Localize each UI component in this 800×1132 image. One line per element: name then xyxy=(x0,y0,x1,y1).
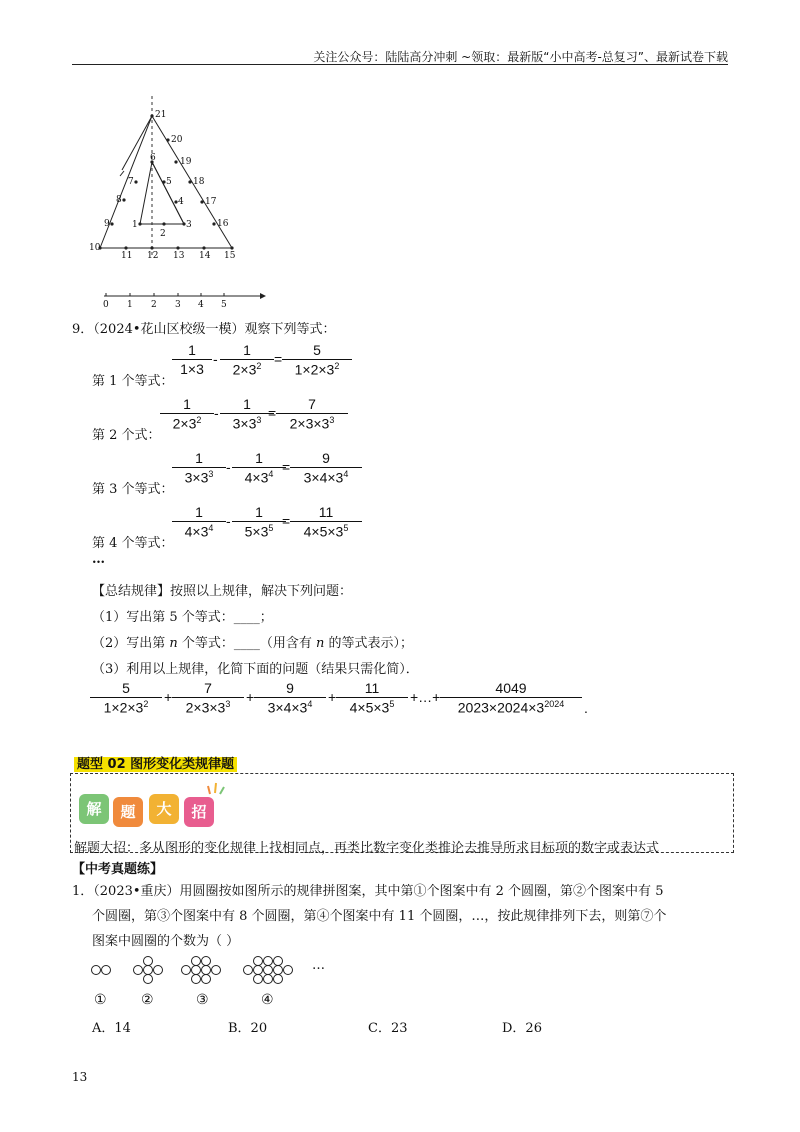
fig-num: 15 xyxy=(224,251,236,261)
fig-num: 21 xyxy=(155,110,167,120)
sub-question-1: （1）写出第 5 个等式：____； xyxy=(92,610,273,625)
fraction: 5 $1\times 2\times 3^2$ xyxy=(90,680,162,716)
pattern-label: ④ xyxy=(261,992,274,1008)
fig-num: 19 xyxy=(180,157,192,167)
fig-num: 20 xyxy=(171,135,183,145)
fraction: 1 $2\times 3^2$ xyxy=(160,396,214,432)
circle-patterns xyxy=(86,945,346,995)
minus-sign: - xyxy=(226,513,231,529)
equals-sign: = xyxy=(268,405,277,421)
fraction: 1 $3\times 3^3$ xyxy=(220,396,274,432)
axis-tick: 0 xyxy=(103,300,109,310)
eq-label: 第 1 个等式： xyxy=(92,374,174,389)
rule-heading: 【总结规律】按照以上规律，解决下列问题： xyxy=(92,584,353,599)
minus-sign: - xyxy=(214,405,219,421)
fig-num: 2 xyxy=(160,229,166,239)
pattern-label: ③ xyxy=(196,992,209,1008)
practice-title: 【中考真题练】 xyxy=(72,862,164,877)
plus-sign: + xyxy=(328,689,337,705)
fraction: 11 $4\times 5\times 3^5$ xyxy=(290,504,362,540)
eq-label: 第 2 个式： xyxy=(92,428,161,443)
q1-line-2: 个圆圈，第③个图案中有 8 个圆圈，第④个图案中有 11 个圆圈，…，按此规律排列下去，则第⑦个 xyxy=(92,909,667,924)
period: . xyxy=(584,700,588,716)
fig-num: 9 xyxy=(104,219,110,229)
pattern-label: ① xyxy=(94,992,107,1008)
fraction: 9 $3\times 4\times 3^4$ xyxy=(254,680,326,716)
fig-num: 3 xyxy=(186,220,192,230)
fraction: 5 $1\times 2\times 3^2$ xyxy=(282,342,352,378)
fig-num: 8 xyxy=(116,195,122,205)
section-banner: 题型 02 图形变化类规律题 xyxy=(74,753,237,772)
axis-tick: 4 xyxy=(198,300,204,310)
tip-tile: 题 xyxy=(113,797,143,827)
fig-num: 14 xyxy=(199,251,211,261)
fig-num: 17 xyxy=(205,197,217,207)
fraction: 1 $4\times 3^4$ xyxy=(232,450,286,486)
choice-d[interactable]: D．26 xyxy=(502,1021,542,1036)
plus-ellipsis: +…+ xyxy=(410,689,441,705)
choice-b[interactable]: B．20 xyxy=(228,1021,268,1036)
fraction: 1 $2\times 3^2$ xyxy=(220,342,274,378)
pattern-label: ② xyxy=(141,992,154,1008)
fraction: 1 $5\times 3^5$ xyxy=(232,504,286,540)
fig-num: 4 xyxy=(178,197,184,207)
fig-num: 18 xyxy=(193,177,205,187)
fig-num: 1 xyxy=(132,220,138,230)
fig-num: 11 xyxy=(121,251,133,261)
tips-text: 解题大招：多从图形的变化规律上找相同点，再类比数字变化类推论去推导所求目标项的数字或表达式 xyxy=(74,841,660,856)
triangle-spiral-figure xyxy=(84,96,274,311)
page-number: 13 xyxy=(72,1070,88,1084)
fraction: 1 $3\times 3^3$ xyxy=(172,450,226,486)
header-rule xyxy=(72,64,728,65)
plus-sign: + xyxy=(246,689,255,705)
fraction: 1 1×3 xyxy=(172,342,212,377)
sub-question-2: （2）写出第 n 个等式：____（用含有 n 的等式表示）； xyxy=(92,636,414,651)
sub-question-3: （3）利用以上规律，化简下面的问题（结果只需化简）． xyxy=(92,662,419,677)
eq-label: 第 4 个等式： xyxy=(92,536,174,551)
choice-a[interactable]: A．14 xyxy=(92,1021,131,1036)
equals-sign: = xyxy=(282,513,291,529)
fig-num: 16 xyxy=(217,219,229,229)
ellipsis: … xyxy=(92,552,105,567)
fraction: 1 $4\times 3^4$ xyxy=(172,504,226,540)
minus-sign: - xyxy=(226,459,231,475)
fraction: 7 $2\times 3\times 3^3$ xyxy=(276,396,348,432)
axis-tick: 5 xyxy=(221,300,227,310)
fraction: 4049 $2023\times 2024\times 3^{2024}$ xyxy=(440,680,582,716)
tip-tile: 大 xyxy=(149,794,179,824)
fig-num: 12 xyxy=(147,251,159,261)
fig-num: 6 xyxy=(150,153,156,163)
fig-num: 13 xyxy=(173,251,185,261)
fraction: 7 $2\times 3\times 3^3$ xyxy=(172,680,244,716)
tip-tile: 招 xyxy=(184,797,214,827)
axis-tick: 1 xyxy=(127,300,133,310)
q9-intro: 9．（2024•花山区校级一模）观察下列等式： xyxy=(72,322,336,337)
q1-line-1: 1．（2023•重庆）用圆圈按如图所示的规律拼图案，其中第①个图案中有 2 个圆圈，第②个图案中有 5 xyxy=(72,884,664,899)
fig-num: 7 xyxy=(128,177,134,187)
equals-sign: = xyxy=(274,351,283,367)
pattern-more: … xyxy=(312,958,325,973)
page-header: 关注公众号：陆陆高分冲刺 ~领取：最新版“小中高考-总复习”、最新试卷下载 xyxy=(313,50,728,64)
sparkle-icon xyxy=(206,780,226,796)
fig-num: 10 xyxy=(89,243,101,253)
q1-line-3: 图案中圆圈的个数为（ ） xyxy=(92,934,240,949)
tip-tile: 解 xyxy=(79,794,109,824)
plus-sign: + xyxy=(164,689,173,705)
fraction: 9 $3\times 4\times 3^4$ xyxy=(290,450,362,486)
axis-tick: 3 xyxy=(175,300,181,310)
eq-label: 第 3 个等式： xyxy=(92,482,174,497)
fig-num: 5 xyxy=(166,177,172,187)
equals-sign: = xyxy=(282,459,291,475)
fraction: 11 $4\times 5\times 3^5$ xyxy=(336,680,408,716)
minus-sign: - xyxy=(213,351,218,367)
axis-tick: 2 xyxy=(151,300,157,310)
choice-c[interactable]: C．23 xyxy=(368,1021,408,1036)
